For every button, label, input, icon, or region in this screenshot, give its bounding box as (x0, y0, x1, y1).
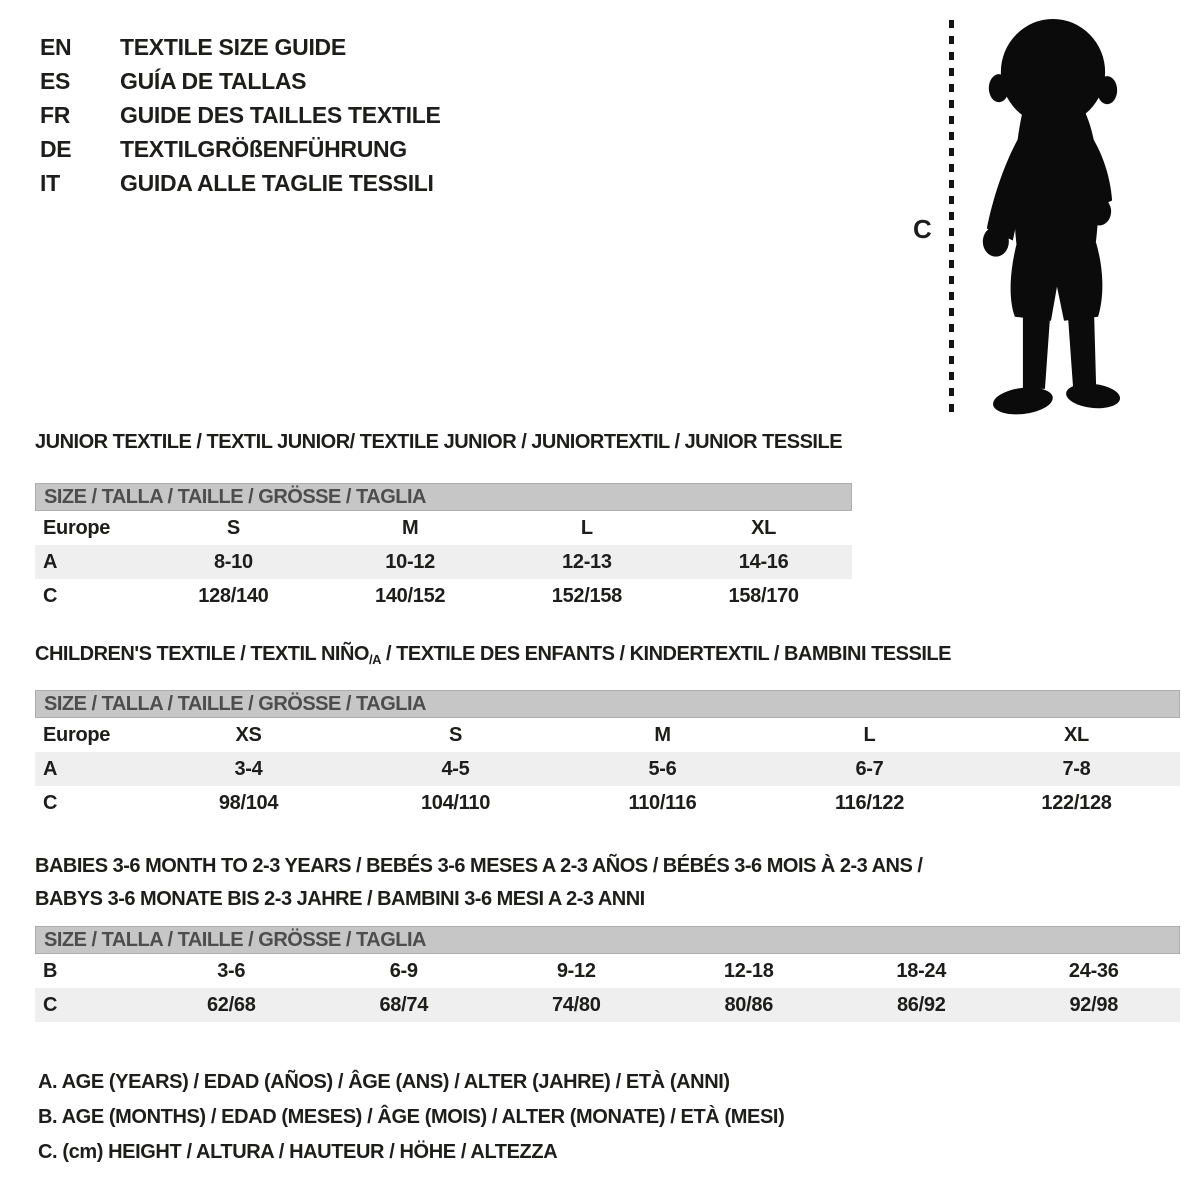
age-cell: 7-8 (1062, 757, 1091, 780)
table-row-age (35, 545, 852, 579)
language-code: DE (40, 136, 72, 162)
children-title-post: / TEXTILE DES ENFANTS / KINDERTEXTIL / BAMBINI TESSILE (380, 643, 951, 665)
row-label: Europe (43, 516, 111, 539)
measure-legend (38, 1065, 784, 1170)
legend-line-c: C. (cm) HEIGHT / ALTURA / HAUTEUR / HÖHE / ALTEZZA (38, 1141, 558, 1163)
table-row-height (35, 786, 1180, 820)
age-cell: 8-10 (213, 550, 253, 573)
size-cell: XL (1064, 723, 1089, 746)
guide-title: TEXTILGRÖßENFÜHRUNG (120, 136, 407, 162)
row-label: A (43, 550, 58, 573)
age-cell: 3-4 (234, 757, 263, 780)
children-title-sub: /A (368, 652, 381, 667)
height-cell: 140/152 (375, 584, 446, 607)
size-header-bar: SIZE / TALLA / TAILLE / GRÖSSE / TAGLIA (35, 690, 1180, 718)
language-title-list (40, 30, 441, 200)
months-cell: 12-18 (723, 959, 774, 982)
language-code: IT (40, 170, 60, 196)
guide-title: GUIDA ALLE TAGLIE TESSILI (120, 170, 434, 196)
height-cell: 110/116 (628, 791, 697, 814)
row-label: C (43, 584, 58, 607)
legend-line-a: A. AGE (YEARS) / EDAD (AÑOS) / ÂGE (ANS) / ALTER (JAHRE) / ETÀ (ANNI) (38, 1071, 730, 1093)
age-cell: 5-6 (648, 757, 677, 780)
toddler-silhouette-image (969, 14, 1153, 420)
height-cell: 74/80 (551, 993, 601, 1016)
height-cell: 80/86 (724, 993, 774, 1016)
size-header-bar: SIZE / TALLA / TAILLE / GRÖSSE / TAGLIA (35, 483, 852, 511)
size-header-bar: SIZE / TALLA / TAILLE / GRÖSSE / TAGLIA (35, 926, 1180, 954)
months-cell: 6-9 (389, 959, 418, 982)
age-cell: 4-5 (441, 757, 470, 780)
height-cell: 92/98 (1069, 993, 1119, 1016)
language-code: EN (40, 34, 72, 60)
children-textile-section (35, 642, 1180, 820)
height-cell: 62/68 (206, 993, 256, 1016)
months-cell: 3-6 (217, 959, 246, 982)
children-title-pre: CHILDREN'S TEXTILE / TEXTIL NIÑO (35, 643, 369, 665)
language-code: FR (40, 102, 71, 128)
table-row-height (35, 988, 1180, 1022)
children-section-title (35, 642, 1180, 666)
row-label: Europe (43, 723, 111, 746)
legend-line-b: B. AGE (MONTHS) / EDAD (MESES) / ÂGE (MOIS) / ALTER (MONATE) / ETÀ (MESI) (38, 1106, 785, 1128)
language-row-fr (40, 98, 441, 132)
row-label: C (43, 993, 58, 1016)
age-cell: 14-16 (738, 550, 789, 573)
guide-title: GUÍA DE TALLAS (120, 68, 307, 94)
size-cell: S (448, 723, 463, 746)
language-code: ES (40, 68, 71, 94)
height-cell: 152/158 (551, 584, 622, 607)
height-cell: 68/74 (379, 993, 429, 1016)
size-cell: L (580, 516, 593, 539)
age-cell: 6-7 (855, 757, 884, 780)
months-cell: 24-36 (1068, 959, 1119, 982)
age-cell: 12-13 (562, 550, 612, 573)
height-cell: 128/140 (198, 584, 269, 607)
row-label: A (43, 757, 58, 780)
size-cell: M (401, 516, 419, 539)
height-cell: 122/128 (1041, 791, 1112, 814)
size-cell: S (226, 516, 240, 539)
guide-title: GUIDE DES TAILLES TEXTILE (120, 102, 441, 128)
height-cell: 116/122 (834, 791, 905, 814)
size-cell: XL (751, 516, 777, 539)
babies-section-title-line2: BABYS 3-6 MONATE BIS 2-3 JAHRE / BAMBINI 3-6 MESI A 2-3 ANNI (35, 888, 645, 910)
age-cell: 10-12 (385, 550, 435, 573)
table-row-age (35, 752, 1180, 786)
size-cell: L (863, 723, 876, 746)
height-cell: 98/104 (218, 791, 279, 814)
row-label: B (43, 959, 58, 982)
language-row-it (40, 166, 441, 200)
row-label: C (43, 791, 58, 814)
guide-title: TEXTILE SIZE GUIDE (120, 34, 346, 60)
junior-section-title: JUNIOR TEXTILE / TEXTIL JUNIOR/ TEXTILE JUNIOR / JUNIORTEXTIL / JUNIOR TESSILE (35, 431, 843, 453)
months-cell: 9-12 (556, 959, 596, 982)
table-row-months (35, 954, 1180, 988)
height-measure-label: C (913, 214, 932, 244)
size-cell: M (654, 723, 671, 746)
months-cell: 18-24 (896, 959, 947, 982)
height-dashed-line (949, 20, 954, 418)
table-row-europe (35, 511, 852, 545)
babies-section-title-line1: BABIES 3-6 MONTH TO 2-3 YEARS / BEBÉS 3-6 MESES A 2-3 AÑOS / BÉBÉS 3-6 MOIS À 2-3 ANS / (35, 855, 923, 877)
language-row-es (40, 64, 441, 98)
language-row-de (40, 132, 441, 166)
height-cell: 104/110 (420, 791, 491, 814)
junior-textile-section (35, 430, 852, 613)
language-row-en (40, 30, 441, 64)
table-row-height (35, 579, 852, 613)
size-cell: XS (235, 723, 262, 746)
height-cell: 158/170 (728, 584, 799, 607)
height-cell: 86/92 (896, 993, 946, 1016)
table-row-europe (35, 718, 1180, 752)
babies-textile-section (35, 850, 1180, 1022)
height-measure-figure (905, 14, 1161, 422)
